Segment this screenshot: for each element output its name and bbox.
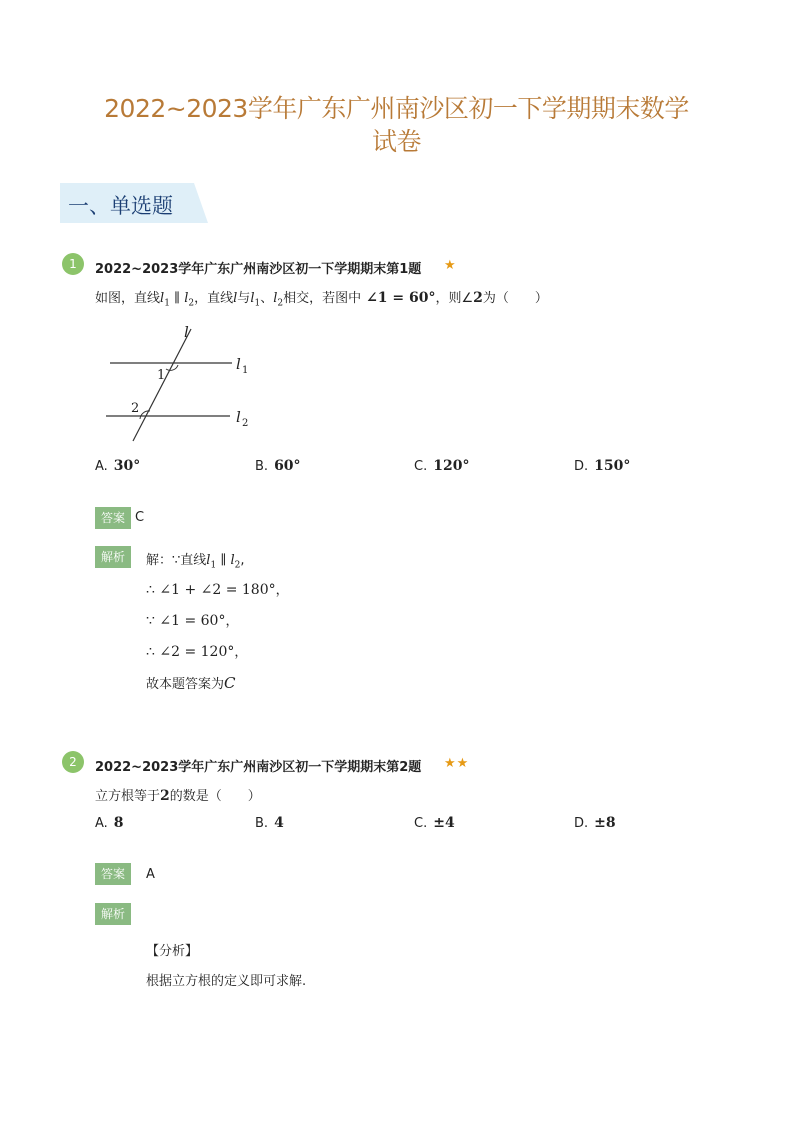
option-b: B. 60° xyxy=(255,458,301,474)
label-l1-subscript: 1 xyxy=(242,365,249,376)
analysis-line-5: 故本题答案为C xyxy=(146,674,236,692)
question-stem: 如图，直线$l_1$ ∥ $l_2$，直线l与$l_1$、$l_2$相交，若图中 ∠1 = 60°，则∠2为（ ） xyxy=(95,290,548,309)
section-title: 一、单选题 xyxy=(68,194,173,218)
parallel-lines-figure xyxy=(100,323,260,445)
option-d: D. 150° xyxy=(574,458,631,474)
transversal-l xyxy=(133,329,191,441)
analysis-heading: 【分析】 xyxy=(146,944,199,959)
analysis-tag: 解析 xyxy=(95,546,131,568)
title-line-1: 2022~2023学年广东广州南沙区初一下学期期末数学 xyxy=(104,94,689,123)
answer-value: A xyxy=(146,867,155,882)
analysis-line-3: ∵ ∠1 = 60°， xyxy=(146,613,239,629)
question-header: 2022~2023学年广东广州南沙区初一下学期期末第2题 xyxy=(95,760,422,775)
document-title xyxy=(40,92,753,158)
label-l: l xyxy=(184,323,189,341)
analysis-line-1: 解：∵直线$l_1$ ∥ $l_2$, xyxy=(146,553,245,571)
answer-tag: 答案 xyxy=(95,863,131,885)
label-l2: l xyxy=(236,408,241,426)
analysis-text: 根据立方根的定义即可求解. xyxy=(146,974,307,989)
label-angle-1: 1 xyxy=(157,368,166,383)
difficulty-stars: ★★ xyxy=(444,756,470,771)
answer-tag: 答案 xyxy=(95,507,131,529)
question-number-badge: 1 xyxy=(62,253,84,275)
option-c: C. 120° xyxy=(414,458,470,474)
analysis-line-4: ∴ ∠2 = 120°， xyxy=(146,644,248,660)
difficulty-stars: ★ xyxy=(444,258,457,273)
question-header: 2022~2023学年广东广州南沙区初一下学期期末第1题 xyxy=(95,262,422,277)
option-a: A. 8 xyxy=(95,815,124,831)
answer-value: C xyxy=(135,510,145,525)
question-number-badge: 2 xyxy=(62,751,84,773)
label-l2-subscript: 2 xyxy=(242,418,249,429)
question-stem: 立方根等于2的数是（ ） xyxy=(95,788,261,804)
analysis-line-2: ∴ ∠1 + ∠2 = 180°， xyxy=(146,582,289,598)
label-angle-2: 2 xyxy=(131,401,140,416)
option-c: C. ±4 xyxy=(414,815,455,831)
section-banner xyxy=(60,183,208,223)
title-line-2: 试卷 xyxy=(371,127,421,156)
analysis-tag: 解析 xyxy=(95,903,131,925)
option-b: B. 4 xyxy=(255,815,284,831)
option-a: A. 30° xyxy=(95,458,141,474)
option-d: D. ±8 xyxy=(574,815,616,831)
label-l1: l xyxy=(236,355,241,373)
